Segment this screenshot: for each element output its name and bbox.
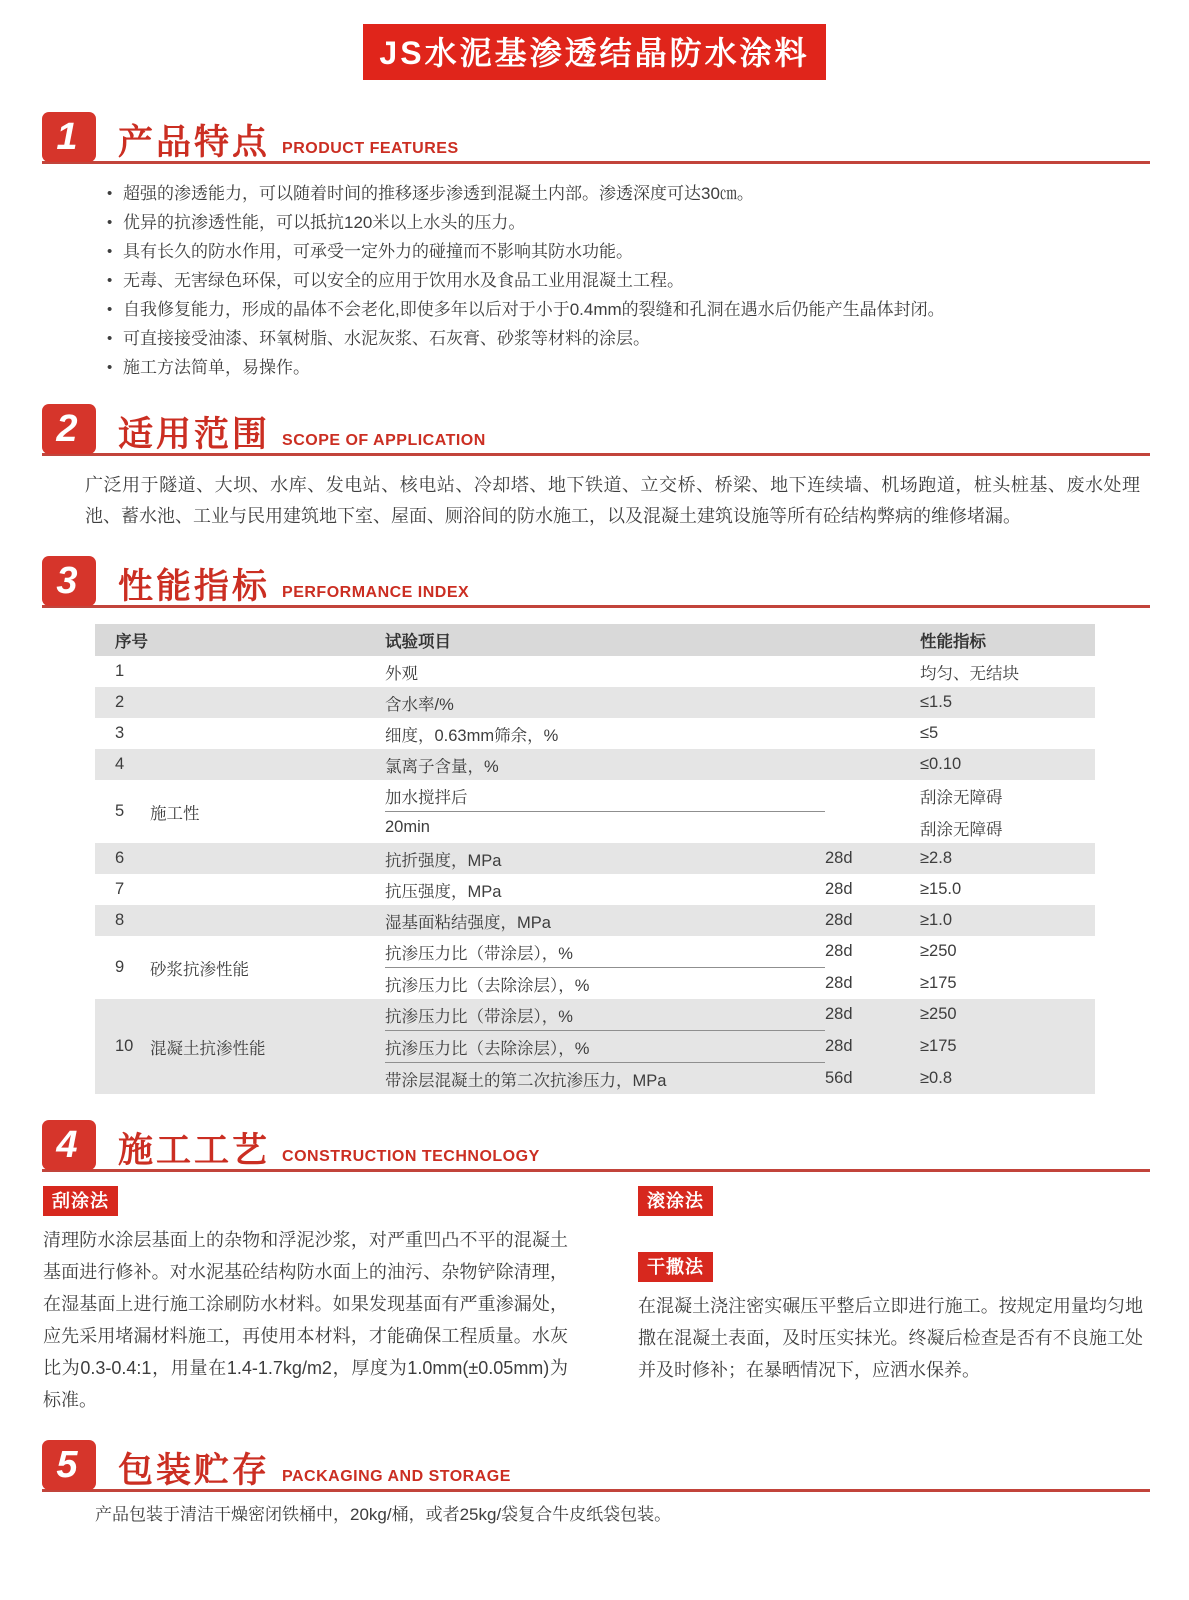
- cell-test-item: 外观: [385, 664, 418, 683]
- cell-index: ≤0.10: [920, 755, 962, 773]
- section-subtitle: SCOPE OF APPLICATION: [282, 432, 486, 449]
- section-performance-index: [42, 556, 1150, 1094]
- cell-test-item: 含水率/%: [385, 695, 454, 714]
- page-title: JS水泥基渗透结晶防水涂料: [363, 24, 825, 80]
- cell-items: [385, 624, 1095, 656]
- cell-index: ≤5: [920, 724, 939, 742]
- cell-test-item: 20min: [385, 818, 430, 836]
- section-header: [42, 556, 1150, 608]
- cell-age: 28d: [825, 849, 853, 867]
- cell-test-item: 氯离子含量，%: [385, 757, 499, 776]
- feature-item: • 超强的渗透能力，可以随着时间的推移逐步渗透到混凝土内部。渗透深度可达30㎝。: [105, 179, 1150, 208]
- table-row: [95, 936, 1095, 999]
- cell-index: ≥2.8: [920, 849, 952, 867]
- cell-test-item: 细度，0.63mm筛余，%: [385, 726, 559, 745]
- cell-test-item: 抗渗压力比（带涂层），%: [385, 1007, 573, 1026]
- section-subtitle: PACKAGING AND STORAGE: [282, 1468, 511, 1485]
- cell-test-item: 湿基面粘结强度，MPa: [385, 913, 551, 932]
- cell-items: [385, 687, 1095, 718]
- cell-age: 28d: [825, 880, 853, 898]
- section-subtitle: CONSTRUCTION TECHNOLOGY: [282, 1148, 540, 1165]
- item-line: [385, 968, 1095, 999]
- cell-age: 28d: [825, 974, 853, 992]
- scope-paragraph: 广泛用于隧道、大坝、水库、发电站、核电站、冷却塔、地下铁道、立交桥、桥梁、地下连续墙、机场跑道，桩头桩基、废水处理池、蓄水池、工业与民用建筑地下室、屋面、厕浴间的防水施工，以及混凝土建筑设施等所有砼结构弊病的维修堵漏。: [85, 475, 1140, 526]
- item-line: [385, 999, 1095, 1030]
- feature-item: • 自我修复能力，形成的晶体不会老化,即使多年以后对于小于0.4mm的裂缝和孔洞在遇水后仍能产生晶体封闭。: [105, 295, 1150, 324]
- cell-items: [385, 780, 1095, 843]
- cell-category: 砂浆抗渗性能: [150, 960, 249, 979]
- item-line: [385, 1031, 1095, 1062]
- cell-no: 3: [115, 724, 125, 742]
- section-construction: [42, 1120, 1150, 1172]
- method-right-column: [638, 1186, 1143, 1416]
- cell-index: 刮涂无障碍: [920, 788, 1003, 807]
- feature-item: • 优异的抗渗透性能，可以抵抗120米以上水头的压力。: [105, 208, 1150, 237]
- cell-no: 2: [115, 693, 125, 711]
- table-row: [95, 780, 1095, 843]
- feature-item: • 无毒、无害绿色环保，可以安全的应用于饮用水及食品工业用混凝土工程。: [105, 266, 1150, 295]
- cell-index: ≥175: [920, 974, 957, 992]
- cell-index: 性能指标: [920, 633, 986, 651]
- section-number-badge: 5: [42, 1440, 96, 1490]
- section-product-features: [42, 112, 1150, 382]
- cell-index: 均匀、无结块: [920, 664, 1019, 683]
- section-subtitle: PERFORMANCE INDEX: [282, 584, 470, 601]
- cell-items: [385, 656, 1095, 687]
- spacer: [638, 1216, 1143, 1252]
- cell-items: [385, 749, 1095, 780]
- section-number-badge: 4: [42, 1120, 96, 1170]
- cell-age: 56d: [825, 1069, 853, 1087]
- section-title: 适用范围: [118, 415, 271, 454]
- item-line: [385, 780, 1095, 811]
- construction-methods: [0, 1186, 1189, 1416]
- cell-no: 8: [115, 911, 125, 929]
- cell-test-item: 抗压强度，MPa: [385, 882, 502, 901]
- method-scrape: [43, 1186, 568, 1416]
- cell-test-item: 抗渗压力比（带涂层），%: [385, 944, 573, 963]
- section-header: [42, 1120, 1150, 1172]
- section-number-badge: 1: [42, 112, 96, 162]
- cell-items: [385, 874, 1095, 905]
- section-packaging: [42, 1440, 1150, 1528]
- cell-test-item: 抗渗压力比（去除涂层），%: [385, 976, 590, 995]
- item-line: [385, 812, 1095, 843]
- method-text-scrape: 清理防水涂层基面上的杂物和浮泥沙浆，对严重凹凸不平的混凝土基面进行修补。对水泥基砼结构防水面上的油污、杂物铲除清理，在湿基面上进行施工涂刷防水材料。如果发现基面有严重渗漏处，应先采用堵漏材料施工，再使用本材料，才能确保工程质量。水灰比为0.3-0.4:1，用量在1.4-1.7kg/m2，厚度为1.0mm(±0.05mm)为标准。: [43, 1230, 568, 1410]
- table-row: [95, 999, 1095, 1094]
- item-line: [385, 656, 1095, 687]
- section-header: [42, 404, 1150, 456]
- features-list: [42, 179, 1150, 382]
- section-number-badge: 2: [42, 404, 96, 454]
- table-row: [95, 624, 1095, 656]
- item-line: [385, 687, 1095, 718]
- item-line: [385, 1063, 1095, 1094]
- cell-index: ≤1.5: [920, 693, 952, 711]
- cell-index: ≥15.0: [920, 880, 962, 898]
- cell-index: 刮涂无障碍: [920, 820, 1003, 839]
- table-row: [95, 687, 1095, 718]
- cell-items: [385, 905, 1095, 936]
- cell-no: 9: [115, 958, 125, 976]
- section-title: 施工工艺: [118, 1131, 271, 1170]
- table-row: [95, 874, 1095, 905]
- performance-table: [95, 624, 1095, 1094]
- cell-test-item: 加水搅拌后: [385, 788, 468, 807]
- cell-items: [385, 718, 1095, 749]
- cell-test-item: 抗折强度，MPa: [385, 851, 502, 870]
- item-line: [385, 843, 1095, 874]
- cell-no: 1: [115, 662, 125, 680]
- section-title: 产品特点: [118, 123, 271, 162]
- item-line: [385, 624, 1095, 656]
- cell-age: 28d: [825, 911, 853, 929]
- cell-test-item: 抗渗压力比（去除涂层），%: [385, 1039, 590, 1058]
- feature-item: • 施工方法简单，易操作。: [105, 353, 1150, 382]
- cell-no: 序号: [115, 633, 148, 651]
- cell-no: 7: [115, 880, 125, 898]
- section-header: [42, 112, 1150, 164]
- cell-test-item: 带涂层混凝土的第二次抗渗压力，MPa: [385, 1071, 667, 1090]
- cell-age: 28d: [825, 1037, 853, 1055]
- cell-category: 施工性: [150, 804, 200, 823]
- feature-item: • 可直接接受油漆、环氧树脂、水泥灰浆、石灰膏、砂浆等材料的涂层。: [105, 324, 1150, 353]
- section-subtitle: PRODUCT FEATURES: [282, 140, 459, 157]
- method-badge-dry: 干撒法: [638, 1252, 713, 1282]
- title-banner-wrap: [0, 0, 1189, 80]
- cell-no: 10: [115, 1037, 134, 1055]
- item-line: [385, 749, 1095, 780]
- cell-no: 4: [115, 755, 125, 773]
- section-title: 包装贮存: [118, 1451, 271, 1490]
- cell-age: 28d: [825, 942, 853, 960]
- item-line: [385, 936, 1095, 967]
- cell-items: [385, 843, 1095, 874]
- table-row: [95, 718, 1095, 749]
- cell-age: 28d: [825, 1005, 853, 1023]
- cell-items: [385, 936, 1095, 999]
- item-line: [385, 874, 1095, 905]
- section-header: [42, 1440, 1150, 1492]
- section-title: 性能指标: [118, 567, 271, 606]
- cell-no: 6: [115, 849, 125, 867]
- method-text-dry: 在混凝土浇注密实碾压平整后立即进行施工。按规定用量均匀地撒在混凝土表面，及时压实抹光。终凝后检查是否有不良施工处并及时修补；在暴晒情况下，应洒水保养。: [638, 1296, 1143, 1380]
- section-scope: [42, 404, 1150, 532]
- item-line: [385, 905, 1095, 936]
- cell-test-item: 试验项目: [385, 633, 451, 651]
- table-row: [95, 656, 1095, 687]
- cell-no: 5: [115, 802, 125, 820]
- cell-index: ≥250: [920, 942, 957, 960]
- cell-category: 混凝土抗渗性能: [150, 1039, 266, 1058]
- cell-index: ≥1.0: [920, 911, 952, 929]
- section-number-badge: 3: [42, 556, 96, 606]
- table-row: [95, 749, 1095, 780]
- packaging-paragraph: 产品包装于清洁干燥密闭铁桶中，20kg/桶，或者25kg/袋复合牛皮纸袋包装。: [95, 1505, 672, 1524]
- method-badge-roll: 滚涂法: [638, 1186, 713, 1216]
- item-line: [385, 718, 1095, 749]
- cell-index: ≥0.8: [920, 1069, 952, 1087]
- cell-index: ≥250: [920, 1005, 957, 1023]
- cell-items: [385, 999, 1095, 1094]
- table-row: [95, 905, 1095, 936]
- table-row: [95, 843, 1095, 874]
- method-badge-scrape: 刮涂法: [43, 1186, 118, 1216]
- feature-item: • 具有长久的防水作用，可承受一定外力的碰撞而不影响其防水功能。: [105, 237, 1150, 266]
- cell-index: ≥175: [920, 1037, 957, 1055]
